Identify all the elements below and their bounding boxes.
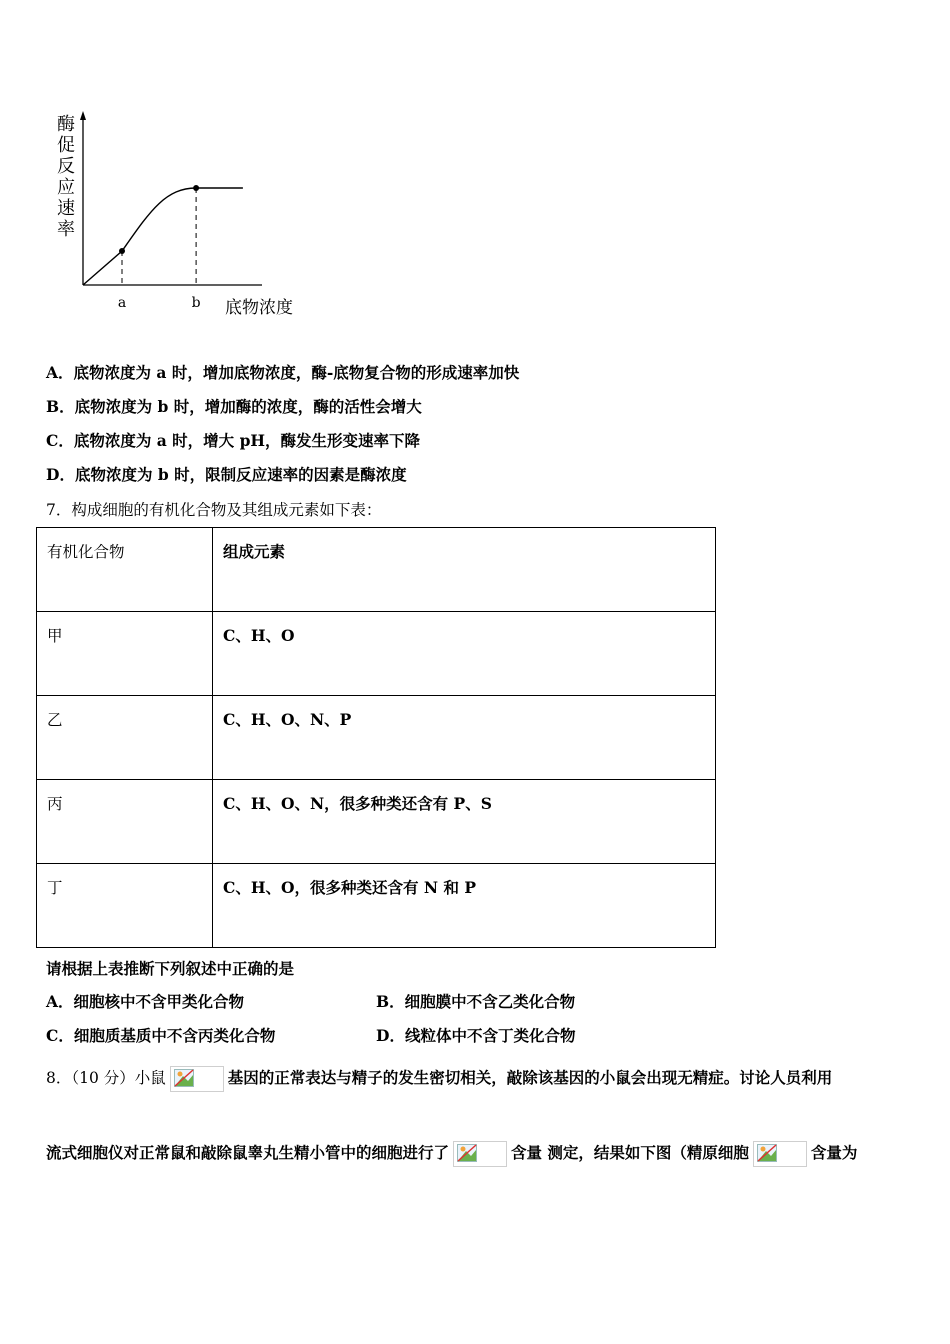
- table-cell: C、H、O: [213, 612, 716, 696]
- q7-prompt: 请根据上表推断下列叙述中正确的是: [46, 959, 295, 978]
- q7-option-a: A．细胞核中不含甲类化合物: [46, 992, 245, 1011]
- table-cell: C、H、O、N，很多种类还含有 P、S: [213, 780, 716, 864]
- ylabel-char: 反: [57, 156, 75, 177]
- table-cell: 丁: [37, 864, 213, 948]
- ylabel-char: 速: [57, 198, 75, 219]
- table-row: [37, 696, 716, 780]
- table-cell: C、H、O，很多种类还含有 N 和 P: [213, 864, 716, 948]
- table-header-row: [37, 528, 716, 612]
- q8-number: 8．（10 分）小鼠: [46, 1069, 166, 1087]
- ylabel-char: 促: [57, 135, 75, 156]
- q8-line-2: 流式细胞仪对正常鼠和敲除鼠睾丸生精小管中的细胞进行了 含量 测定，结果如下图（精原细胞 含量为: [46, 1133, 857, 1173]
- q8-text-1: 基因的正常表达与精子的发生密切相关，敲除该基因的小鼠会出现无精症。讨论人员利用: [227, 1068, 833, 1087]
- broken-image-icon: [753, 1141, 807, 1167]
- chart-ylabel: [57, 114, 75, 240]
- chart-xlabel: 底物浓度: [225, 298, 293, 318]
- broken-image-icon: [170, 1066, 224, 1092]
- q7-stem: 7．构成细胞的有机化合物及其组成元素如下表：: [46, 501, 382, 519]
- q6-option-c: C．底物浓度为 a 时，增大 pH，酶发生形变速率下降: [46, 431, 421, 450]
- point-a: [119, 248, 125, 254]
- table-cell: 丙: [37, 780, 213, 864]
- ylabel-char: 酶: [57, 114, 75, 135]
- q7-option-b: B．细胞膜中不含乙类化合物: [376, 992, 576, 1011]
- ylabel-char: 应: [57, 177, 75, 198]
- chart-curve: [83, 188, 243, 285]
- q7-option-d: D．线粒体中不含丁类化合物: [376, 1026, 576, 1045]
- table-row: [37, 612, 716, 696]
- x-tick-b: b: [191, 295, 201, 311]
- elements-table: [36, 527, 716, 948]
- table-cell: C、H、O、N、P: [213, 696, 716, 780]
- broken-image-icon: [453, 1141, 507, 1167]
- q8-line-1: [46, 1058, 832, 1098]
- q6-option-a: A．底物浓度为 a 时，增加底物浓度，酶-底物复合物的形成速率加快: [46, 363, 520, 382]
- q6-option-d: D．底物浓度为 b 时，限制反应速率的因素是酶浓度: [46, 465, 407, 484]
- table-header-cell: 组成元素: [213, 528, 716, 612]
- q6-option-b: B．底物浓度为 b 时，增加酶的浓度，酶的活性会增大: [46, 397, 422, 416]
- table-cell: 乙: [37, 696, 213, 780]
- table-row: [37, 780, 716, 864]
- y-axis-arrow: [80, 111, 86, 120]
- table-cell: 甲: [37, 612, 213, 696]
- point-b: [193, 185, 199, 191]
- table-row: [37, 864, 716, 948]
- enzyme-rate-chart: [50, 105, 310, 325]
- q7-option-c: C．细胞质基质中不含丙类化合物: [46, 1026, 276, 1045]
- table-header-cell: 有机化合物: [37, 528, 213, 612]
- ylabel-char: 率: [57, 219, 75, 240]
- x-tick-a: a: [117, 295, 127, 311]
